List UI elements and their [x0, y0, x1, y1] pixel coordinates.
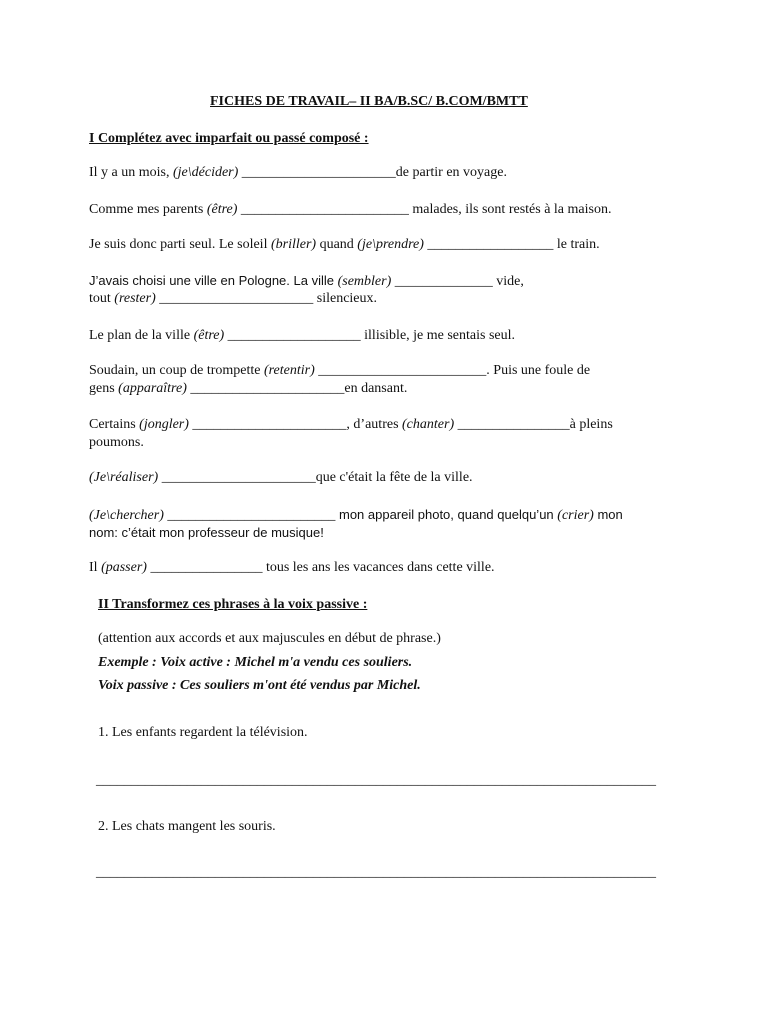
answer-blank[interactable]: ________________________ [237, 202, 409, 217]
text: Soudain, un coup de trompette [89, 363, 264, 378]
verb-hint: (crier) [557, 508, 594, 523]
answer-blank[interactable]: ______________________ [186, 381, 345, 396]
answer-blank[interactable]: ______________________ [188, 417, 347, 432]
text: à pleins [569, 417, 613, 432]
sentence-2 [89, 201, 611, 219]
question-1: 1. Les enfants regardent la télévision. [98, 725, 308, 740]
sentence-10 [89, 559, 495, 577]
answer-blank[interactable]: ___________________ [224, 328, 361, 343]
verb-hint: (briller) [270, 237, 317, 252]
verb-hint: (rester) [114, 291, 156, 306]
answer-blank[interactable]: __________________ [423, 237, 554, 252]
text: gens [89, 381, 119, 396]
text: mon appareil photo, quand quelqu’un [335, 507, 558, 522]
verb-hint: (retentir) [263, 363, 315, 378]
verb-hint: (Je\chercher) [89, 508, 164, 523]
sentence-3 [89, 236, 600, 254]
answer-blank[interactable]: ______________________ [158, 470, 316, 485]
sentence-9 [89, 506, 623, 525]
sentence-9-cont: nom: c’était mon professeur de musique! [89, 525, 324, 540]
verb-hint: (être) [206, 202, 238, 217]
text: illisible, je me sentais seul. [360, 328, 516, 343]
verb-hint: (je\prendre) [357, 237, 424, 252]
verb-hint: (être) [193, 328, 225, 343]
verb-hint: (sembler) [337, 274, 392, 289]
answer-line-2[interactable]: ________________________________________________________________________________ [96, 865, 656, 880]
verb-hint: (chanter) [402, 417, 455, 432]
text: tous les ans les vacances dans cette ville. [262, 560, 495, 575]
text: le train. [553, 237, 600, 252]
sentence-8 [89, 469, 473, 487]
sentence-5 [89, 327, 515, 345]
text: Il [89, 560, 102, 575]
question-2: 2. Les chats mangent les souris. [98, 819, 276, 834]
text: quand [316, 237, 358, 252]
text: J’avais choisi une ville en Pologne. La ville [89, 273, 338, 288]
sentence-4-cont [89, 290, 377, 308]
answer-blank[interactable]: ______________________ [238, 165, 396, 180]
text: Je suis donc parti seul. Le soleil [89, 237, 271, 252]
verb-hint: (je\décider) [173, 165, 239, 180]
worksheet-title: FICHES DE TRAVAIL– II BA/B.SC/ B.COM/BMTT [210, 94, 528, 109]
sentence-7 [89, 416, 613, 434]
text: en dansant. [344, 381, 408, 396]
section2-heading: II Transformez ces phrases à la voix passive : [98, 597, 368, 612]
example-active: Exemple : Voix active : Michel m'a vendu ces souliers. [98, 655, 413, 670]
text: Le plan de la ville [89, 328, 194, 343]
text: de partir en voyage. [395, 165, 507, 180]
text: malades, ils sont restés à la maison. [408, 202, 612, 217]
text: , d’autres [346, 417, 403, 432]
text: silencieux. [313, 291, 378, 306]
text: mon [593, 507, 623, 522]
answer-line-1[interactable]: ________________________________________________________________________________ [96, 773, 656, 788]
answer-blank[interactable]: ________________________ [163, 508, 336, 523]
text: tout [89, 291, 115, 306]
section1-heading: I Complétez avec imparfait ou passé composé : [89, 131, 369, 146]
verb-hint: (jongler) [139, 417, 189, 432]
answer-blank[interactable]: ________________________ [314, 363, 487, 378]
text: vide, [492, 274, 524, 289]
sentence-4 [89, 272, 524, 291]
verb-hint: (Je\réaliser) [89, 470, 159, 485]
sentence-6 [89, 362, 590, 380]
answer-blank[interactable]: ______________________ [155, 291, 314, 306]
answer-blank[interactable]: ________________ [146, 560, 263, 575]
text: que c'était la fête de la ville. [315, 470, 473, 485]
verb-hint: (passer) [101, 560, 147, 575]
sentence-1 [89, 164, 507, 182]
text: Comme mes parents [89, 202, 207, 217]
section2-note: (attention aux accords et aux majuscules en début de phrase.) [98, 631, 441, 646]
answer-blank[interactable]: ______________ [391, 274, 493, 289]
example-passive: Voix passive : Ces souliers m'ont été vendus par Michel. [98, 678, 421, 693]
text: . Puis une foule de [486, 363, 591, 378]
answer-blank[interactable]: ________________ [454, 417, 570, 432]
verb-hint: (apparaître) [118, 381, 187, 396]
sentence-6-cont [89, 380, 407, 398]
text: Certains [89, 417, 140, 432]
text: Il y a un mois, [89, 165, 173, 180]
sentence-7-cont: poumons. [89, 435, 144, 450]
